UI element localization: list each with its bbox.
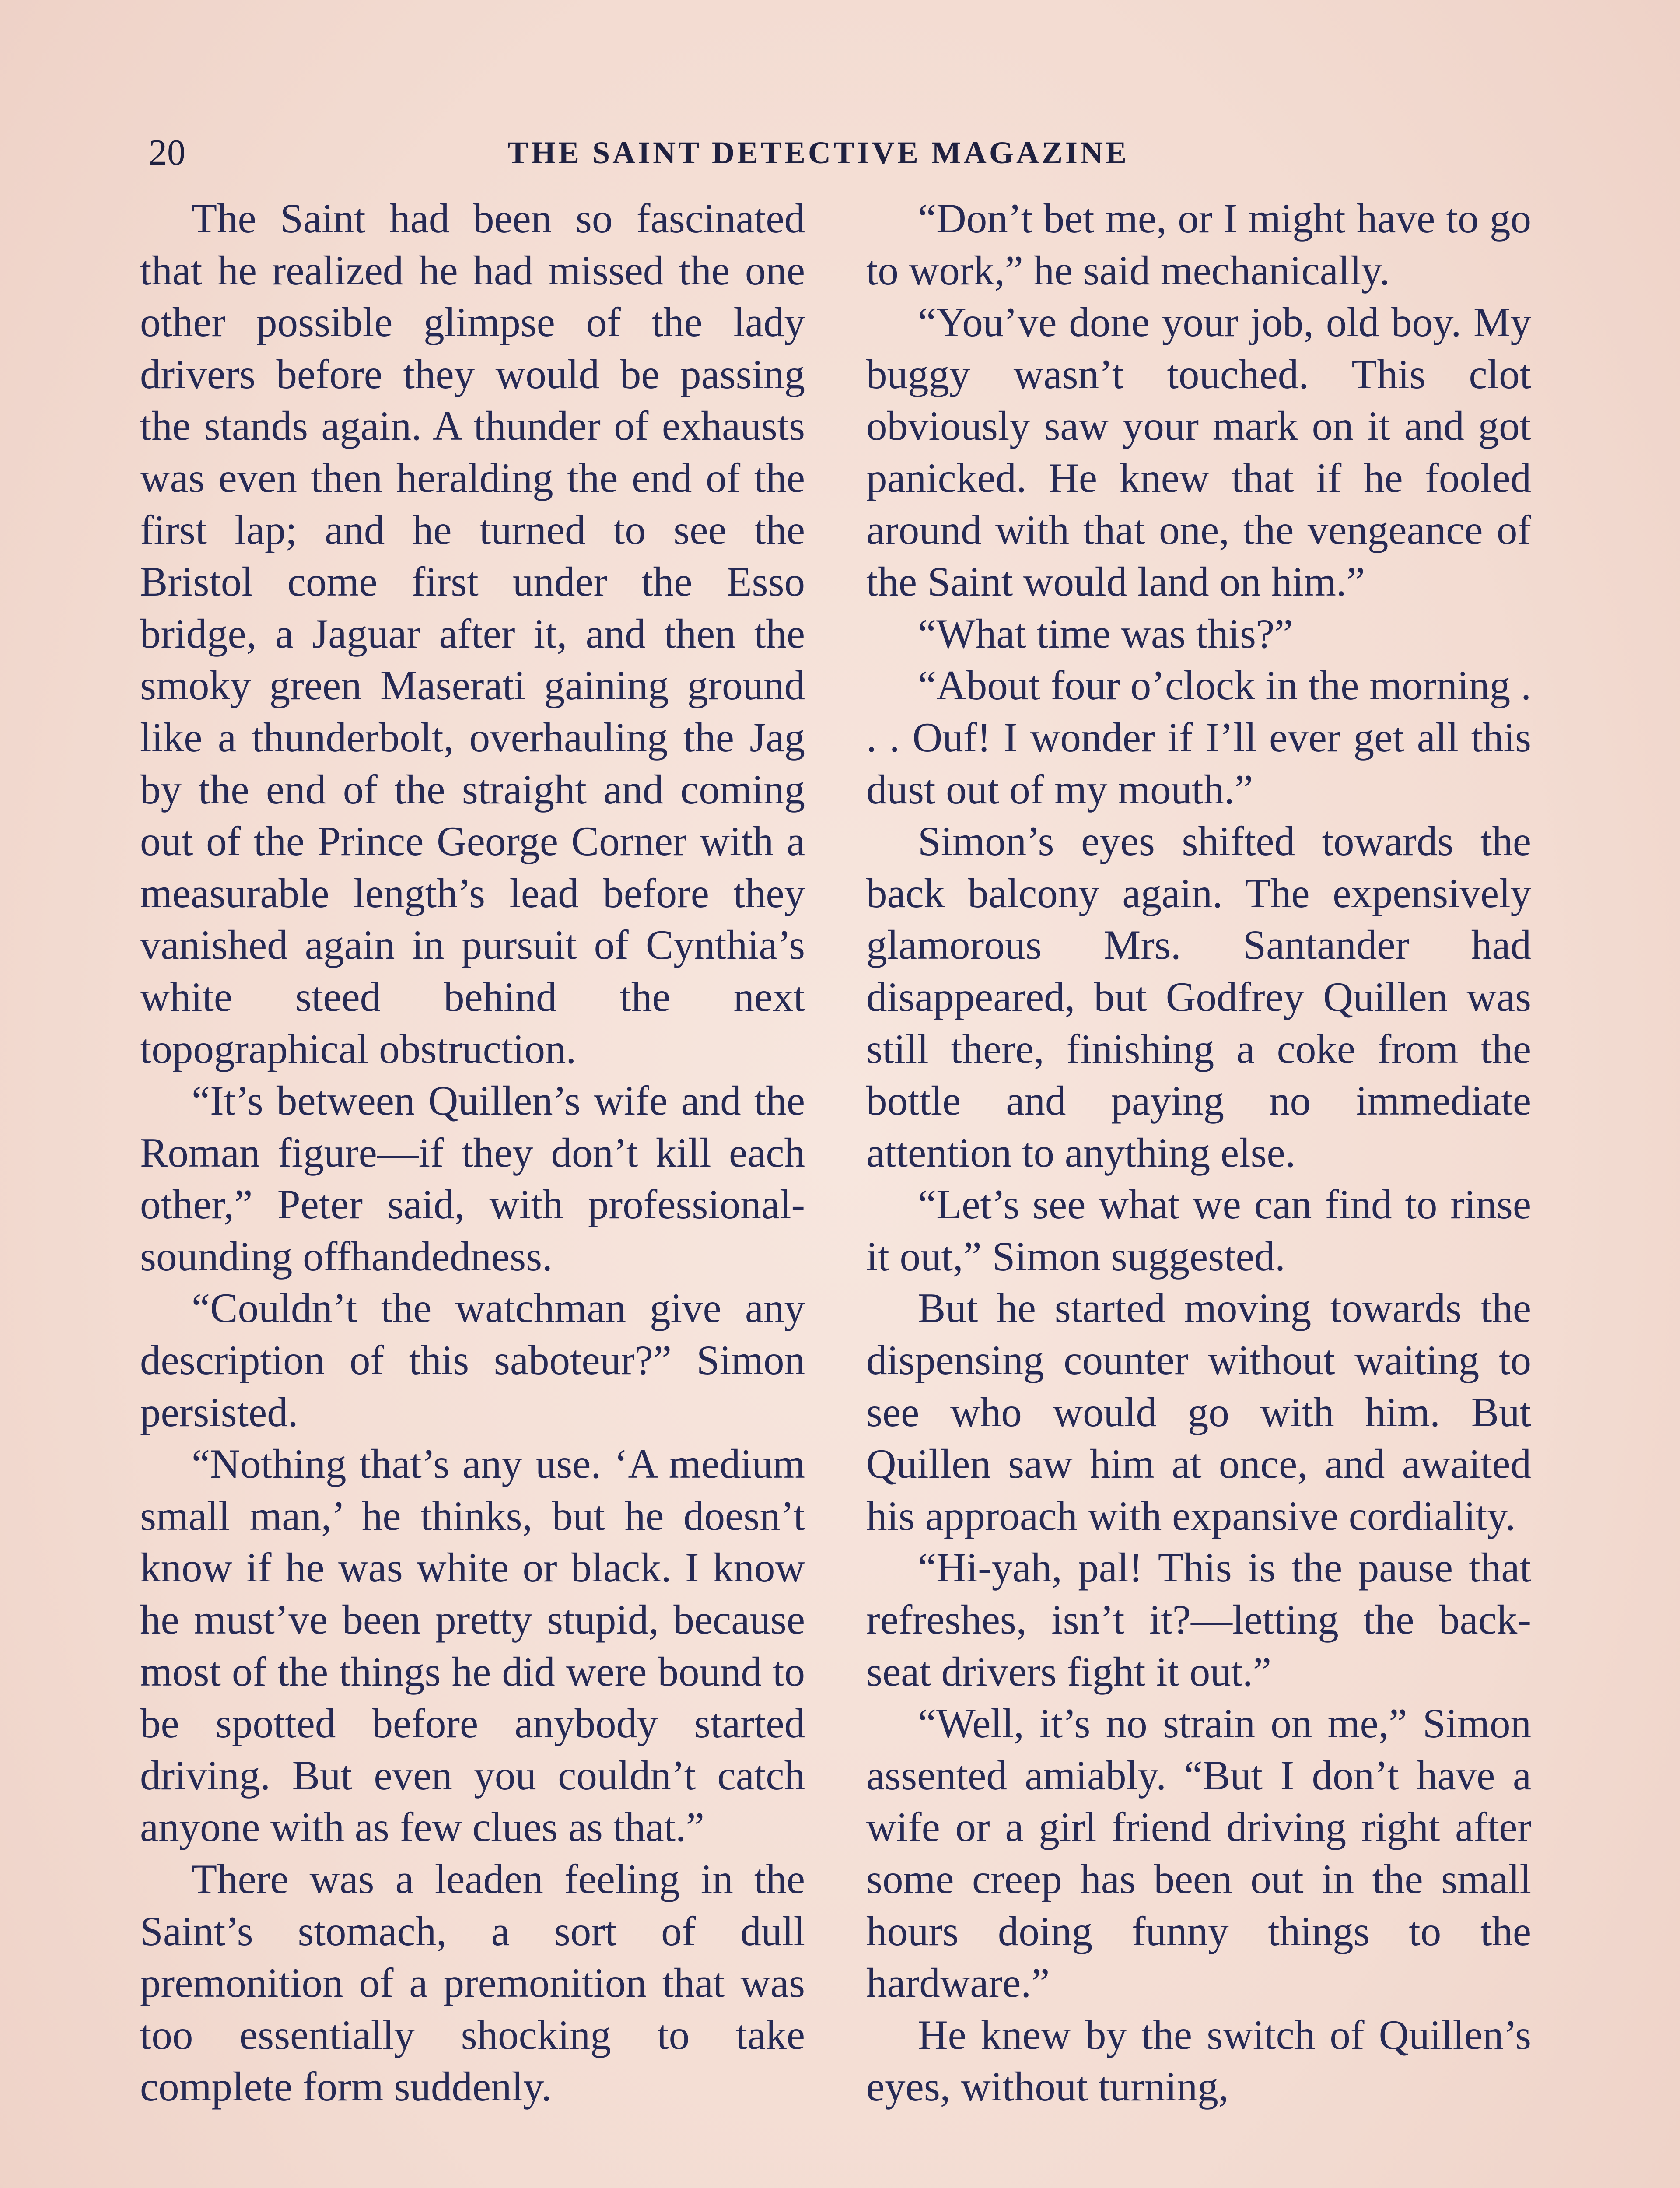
page-number: 20 <box>149 132 186 173</box>
paragraph: But he started moving towards the dispensing counter without waiting to see who would go with him. But Quillen saw him at once, and awaited his approach with expansive cordiality. <box>866 1285 1531 1539</box>
paragraph: “Hi-yah, pal! This is the pause that refreshes, isn’t it?—letting the back-seat drivers fight it out.” <box>866 1544 1531 1695</box>
paragraph: “Nothing that’s any use. ‘A medium small man,’ he thinks, but he doesn’t know if he was white or black. I know he must’ve been pretty stupid, because most of the things he did were bound to be spotted before anybody started driving. But even you couldn’t catch anyone with as few clues as that.” <box>140 1441 805 1851</box>
running-head <box>149 131 1531 184</box>
right-column <box>866 193 1531 2113</box>
paragraph: “What time was this?” <box>918 610 1293 657</box>
paragraph: He knew by the switch of Quillen’s eyes, without turning, <box>866 2011 1531 2110</box>
paragraph: “Don’t bet me, or I might have to go to work,” he said mechanically. <box>866 195 1531 294</box>
paragraph: Simon’s eyes shifted towards the back balcony again. The expensively glamorous Mrs. Santander had disappeared, but Godfrey Quillen was still there, finishing a coke from the bottle and paying no immediate attention to anything else. <box>866 818 1531 1176</box>
paragraph: There was a leaden feeling in the Saint’s stomach, a sort of dull premonition of a premonition that was too essentially shocking to take complete form suddenly. <box>140 1856 805 2110</box>
paragraph: “It’s between Quillen’s wife and the Roman figure—if they don’t kill each other,” Peter said, with professional-sounding offhandedness. <box>140 1077 805 1280</box>
left-column <box>140 193 805 2113</box>
paragraph: “Well, it’s no strain on me,” Simon assented amiably. “But I don’t have a wife or a girl friend driving right after some creep has been out in the small hours doing funny things to the hardware.” <box>866 1700 1531 2006</box>
magazine-title: THE SAINT DETECTIVE MAGAZINE <box>508 135 1129 170</box>
paragraph: “Couldn’t the watchman give any description of this saboteur?” Simon persisted. <box>140 1285 805 1435</box>
paragraph: “Let’s see what we can find to rinse it out,” Simon suggested. <box>866 1181 1531 1280</box>
paragraph: The Saint had been so fascinated that he realized he had missed the one other possible glimpse of the lady drivers before they would be passing the stands again. A thunder of exhausts was even then heralding the end of the first lap; and he turned to see the Bristol come first under the Esso bridge, a Jaguar after it, and then the smoky green Maserati gaining ground like a thunderbolt, overhauling the Jag by the end of the straight and coming out of the Prince George Corner with a measurable length’s lead before they vanished again in pursuit of Cynthia’s white steed behind the next topographical obstruction. <box>140 195 805 1072</box>
paragraph: “You’ve done your job, old boy. My buggy wasn’t touched. This clot obviously saw your mark on it and got panicked. He knew that if he fooled around with that one, the vengeance of the Saint would land on him.” <box>866 299 1531 605</box>
paragraph: “About four o’clock in the morning . . . Ouf! I wonder if I’ll ever get all this dust out of my mouth.” <box>866 662 1531 813</box>
